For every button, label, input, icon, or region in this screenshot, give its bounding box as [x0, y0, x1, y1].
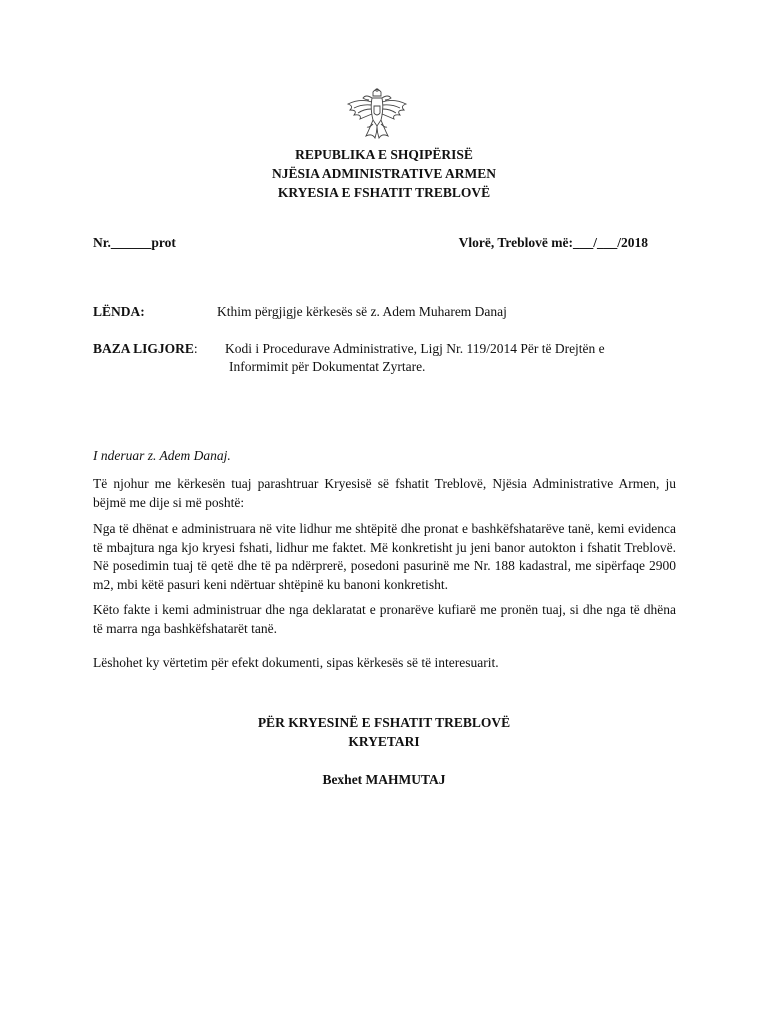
body-paragraph-4: Lëshohet ky vërtetim për efekt dokumenti, sipas kërkesës së të interesuarit. — [93, 655, 499, 670]
body-paragraph-2: Nga të dhënat e administruara në vite lidhur me shtëpitë dhe pronat e bashkëfshatarëve tanë, kemi evidenca të mbajtura nga kjo kryesi fshati, lidhur me faktet. Më konkretisht ju jeni banor autokton i fshatit Treblovë. Në posedimin tuaj të qetë dhe të pa ndërprerë, posedoni pasurinë me Nr. 188 kadastral, me sipërfaqe 2900 m2, mbi këtë pasuri keni ndërtuar shtëpinë ku banoni konkretisht. — [93, 521, 676, 592]
legal-basis-label-text: BAZA LIGJORE — [93, 341, 194, 356]
legal-basis-label — [93, 339, 198, 358]
salutation: I nderuar z. Adem Danaj. — [93, 448, 231, 463]
double-headed-eagle-icon — [342, 86, 412, 144]
signature-title: KRYETARI — [348, 734, 420, 749]
body-paragraph-1: Të njohur me kërkesën tuaj parashtruar Kryesisë së fshatit Treblovë, Njësia Administrative Armen, ju bëjmë me dije si më poshtë: — [93, 476, 676, 510]
signature-office: PËR KRYESINË E FSHATIT TREBLOVË — [257, 715, 511, 730]
subject-text: Kthim përgjigje kërkesës së z. Adem Muharem Danaj — [217, 304, 507, 319]
protocol-number: Nr.______prot — [93, 235, 176, 250]
header-line-office: KRYESIA E FSHATIT TREBLOVË — [277, 185, 491, 200]
signature-block — [0, 713, 768, 789]
body-paragraph-3: Këto fakte i kemi administruar dhe nga deklaratat e pronarëve kufiarë me pronën tuaj, si dhe nga të dhëna të marra nga bashkëfshatarët tanë. — [93, 602, 676, 636]
header-title-block — [0, 145, 768, 202]
header-line-unit: NJËSIA ADMINISTRATIVE ARMEN — [271, 166, 497, 181]
header-line-republic: REPUBLIKA E SHQIPËRISË — [295, 147, 473, 162]
legal-basis-line-2: Informimit për Dokumentat Zyrtare. — [229, 359, 426, 374]
subject-label: LËNDA: — [93, 304, 145, 319]
legal-basis-colon: : — [193, 341, 198, 356]
place-date: Vlorë, Treblovë më:___/___/2018 — [458, 235, 648, 250]
legal-basis-line-1: Kodi i Procedurave Administrative, Ligj Nr. 119/2014 Për të Drejtën e — [225, 341, 605, 356]
signature-name: Bexhet MAHMUTAJ — [322, 772, 446, 787]
